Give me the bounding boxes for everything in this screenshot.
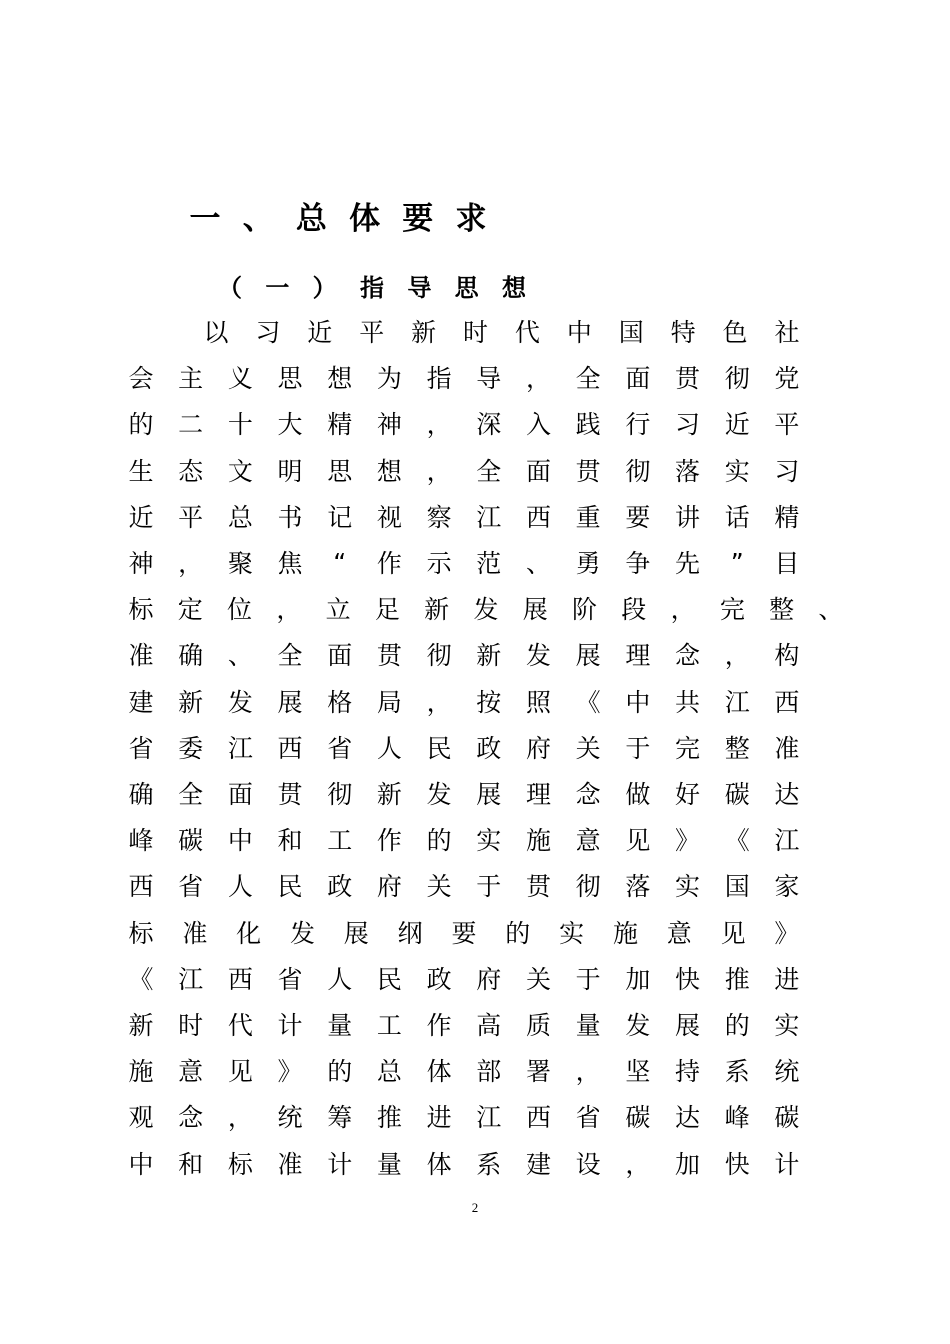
page-number: 2 [471,1200,479,1215]
paragraph-line: 生 态 文 明 思 想 ， 全 面 贯 彻 落 实 习 [128,456,800,486]
paragraph-line: 观 念 ， 统 筹 推 进 江 西 省 碳 达 峰 碳 [128,1103,800,1133]
paragraph-line: 施 意 见 》 的 总 体 部 署 ， 坚 持 系 统 [128,1057,800,1087]
paragraph-line: 建 新 发 展 格 局 ， 按 照 《 中 共 江 西 [128,687,800,717]
paragraph-line: 标 准 化 发 展 纲 要 的 实 施 意 见 》 [128,918,800,948]
paragraph-line: 神 ， 聚 焦 “ 作 示 范 、 勇 争 先 ” 目 [128,547,800,578]
paragraph-line: 近 平 总 书 记 视 察 江 西 重 要 讲 话 精 [128,502,800,532]
paragraph-line: 峰 碳 中 和 工 作 的 实 施 意 见 》 《 江 [128,826,800,856]
subsection-heading: （ 一 ） 指 导 思 想 [218,273,526,302]
paragraph-line: 标 定 位 ， 立 足 新 发 展 阶 段 ， 完 整 、 [128,595,844,625]
paragraph-line: 会 主 义 思 想 为 指 导 ， 全 面 贯 彻 党 [128,364,800,394]
paragraph-line: 中 和 标 准 计 量 体 系 建 设 ， 加 快 计 [128,1149,800,1179]
paragraph-line: 省 委 江 西 省 人 民 政 府 关 于 完 整 准 [128,733,800,763]
paragraph-line: 以 习 近 平 新 时 代 中 国 特 色 社 [203,318,800,347]
paragraph-line: 西 省 人 民 政 府 关 于 贯 彻 落 实 国 家 [128,872,800,902]
paragraph-line: 《 江 西 省 人 民 政 府 关 于 加 快 推 进 [128,964,800,994]
section-heading: 一 、 总 体 要 求 [189,200,487,237]
paragraph-line: 准 确 、 全 面 贯 彻 新 发 展 理 念 ， 构 [128,641,800,671]
paragraph-line: 的 二 十 大 精 神 ， 深 入 践 行 习 近 平 [128,410,800,440]
paragraph-line: 确 全 面 贯 彻 新 发 展 理 念 做 好 碳 达 [128,780,800,809]
paragraph-line: 新 时 代 计 量 工 作 高 质 量 发 展 的 实 [128,1011,800,1040]
